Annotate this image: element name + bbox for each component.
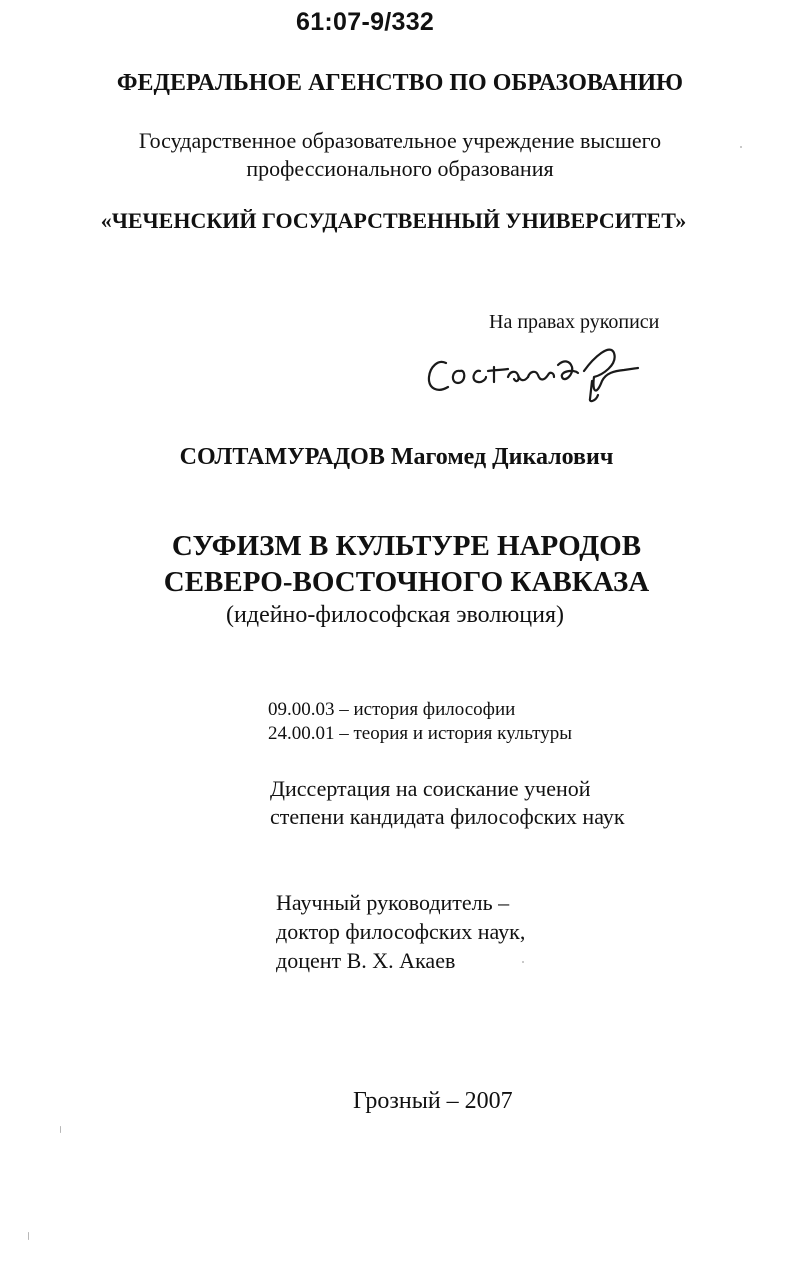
dissertation-title-line-1: СУФИЗМ В КУЛЬТУРЕ НАРОДОВ	[171, 530, 642, 562]
dissertation-subtitle: (идейно-философская эволюция)	[226, 602, 564, 628]
specialty-code-1: 09.00.03 – история философии	[268, 699, 516, 720]
specialty-code-2: 24.00.01 – теория и история культуры	[268, 723, 572, 744]
agency-heading: ФЕДЕРАЛЬНОЕ АГЕНСТВО ПО ОБРАЗОВАНИЮ	[116, 70, 684, 96]
degree-line: степени кандидата философских наук	[270, 804, 625, 829]
manuscript-note: На правах рукописи	[489, 311, 660, 333]
place-and-year: Грозный – 2007	[353, 1088, 513, 1114]
degree-line: Диссертация на соискание ученой	[270, 776, 591, 801]
degree-statement	[270, 775, 625, 831]
scan-speck	[740, 146, 742, 148]
supervisor-block	[276, 888, 525, 975]
institution-line: Государственное образовательное учреждение высшего	[138, 128, 662, 153]
supervisor-line: доцент В. Х. Акаев	[276, 948, 456, 973]
author-name: СОЛТАМУРАДОВ Магомед Дикалович	[179, 444, 614, 470]
scan-speck	[60, 1126, 61, 1133]
dissertation-title-line-2: СЕВЕРО-ВОСТОЧНОГО КАВКАЗА	[163, 566, 650, 598]
institution-line: профессионального образования	[246, 156, 554, 181]
supervisor-line: доктор философских наук,	[276, 919, 526, 944]
supervisor-line: Научный руководитель –	[276, 890, 510, 915]
scan-speck	[28, 1232, 29, 1240]
institution-name	[0, 127, 793, 183]
university-name: «ЧЕЧЕНСКИЙ ГОСУДАРСТВЕННЫЙ УНИВЕРСИТЕТ»	[100, 208, 687, 233]
catalog-code: 61:07-9/332	[296, 8, 435, 36]
handwritten-signature	[424, 337, 649, 407]
scan-speck	[522, 961, 524, 963]
